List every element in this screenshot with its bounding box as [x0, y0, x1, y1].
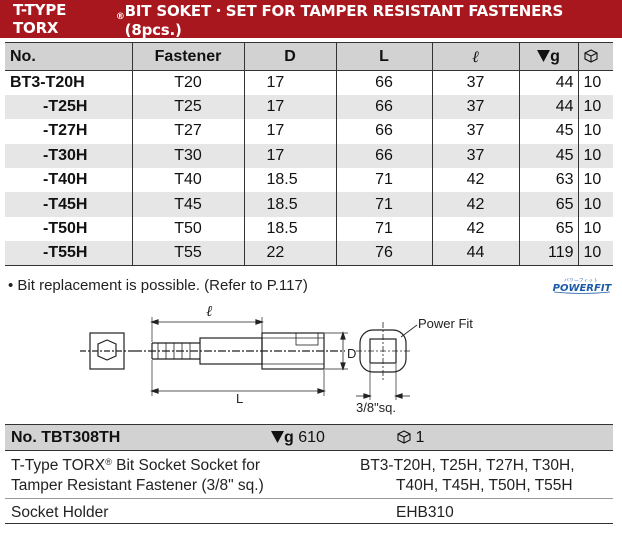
spec-header-row — [5, 43, 613, 71]
set-pack — [397, 429, 424, 447]
set-row-desc-prefix: T-Type TORX — [11, 457, 106, 474]
cell-ell: 37 — [432, 71, 519, 95]
table-row — [5, 71, 613, 95]
cell-fastener: T20 — [132, 71, 244, 95]
table-row — [5, 192, 613, 216]
title-reg: ® — [115, 12, 125, 22]
table-row — [5, 168, 613, 192]
cell-d: 22 — [244, 241, 336, 265]
set-table-bottom-border — [5, 523, 613, 524]
set-row-value-1b: T40H, T45H, T50H, T55H — [396, 477, 573, 494]
cell-weight: 119 — [519, 241, 578, 265]
cell-pack: 10 — [578, 95, 613, 119]
cell-ell: 37 — [432, 119, 519, 143]
set-weight-value: 610 — [298, 429, 325, 446]
set-row-desc-1b: Tamper Resistant Fastener (3/8" sq.) — [11, 477, 264, 494]
cell-no: -T27H — [5, 119, 132, 143]
cell-d: 17 — [244, 119, 336, 143]
cell-ell: 42 — [432, 168, 519, 192]
cell-ell: 37 — [432, 95, 519, 119]
header-pack — [578, 43, 613, 71]
cell-l: 71 — [336, 168, 432, 192]
logo-text: POWERFIT — [552, 283, 612, 294]
cell-ell: 37 — [432, 144, 519, 168]
weight-icon — [537, 50, 550, 62]
cell-no: BT3-T20H — [5, 71, 132, 95]
cell-no: -T45H — [5, 192, 132, 216]
header-weight-unit: g — [550, 47, 560, 65]
cell-fastener: T25 — [132, 95, 244, 119]
cell-l: 66 — [336, 71, 432, 95]
cell-l: 71 — [336, 192, 432, 216]
spec-table — [5, 42, 613, 266]
cell-fastener: T30 — [132, 144, 244, 168]
title-suffix: BIT SOKET・SET FOR TAMPER RESISTANT FASTENERS (8pcs.) — [124, 1, 564, 39]
cell-pack: 10 — [578, 144, 613, 168]
cell-d: 17 — [244, 95, 336, 119]
header-ell — [432, 43, 519, 71]
cell-l: 66 — [336, 95, 432, 119]
cell-fastener: T40 — [132, 168, 244, 192]
cell-weight: 45 — [519, 119, 578, 143]
set-row-desc-1a — [11, 457, 260, 475]
cell-weight: 63 — [519, 168, 578, 192]
cell-d: 18.5 — [244, 192, 336, 216]
cell-pack: 10 — [583, 171, 602, 189]
set-weight — [271, 429, 325, 447]
cell-l: 66 — [336, 119, 432, 143]
set-pack-value: 1 — [415, 429, 425, 446]
cell-d: 17 — [244, 71, 336, 95]
cell-no: -T40H — [5, 168, 132, 192]
cell-weight: 65 — [519, 192, 578, 216]
cell-pack: 10 — [578, 241, 613, 265]
set-weight-unit: g — [284, 429, 294, 446]
set-row-value-1a: BT3-T20H, T25H, T27H, T30H, — [360, 457, 575, 474]
set-row-divider — [5, 498, 613, 499]
header-fastener: Fastener — [132, 43, 244, 71]
cell-d: 18.5 — [244, 217, 336, 241]
cell-pack: 10 — [583, 73, 602, 91]
cell-ell: 44 — [432, 241, 519, 265]
cell-pack: 10 — [583, 122, 602, 140]
weight-icon — [271, 431, 284, 443]
package-icon — [584, 49, 598, 63]
logo-kana: パワーフィット — [563, 278, 599, 284]
table-row — [5, 119, 613, 143]
header-ell-label: ℓ — [472, 46, 479, 66]
table-row — [5, 217, 613, 241]
cell-weight: 44 — [519, 71, 578, 95]
set-number: No. TBT308TH — [11, 429, 121, 446]
l-label: L — [236, 391, 244, 406]
socket-diagram — [0, 300, 622, 422]
cell-pack: 10 — [578, 192, 613, 216]
power-fit-label: Power Fit — [418, 316, 473, 331]
header-weight — [519, 43, 578, 71]
title-prefix: T-TYPE TORX — [13, 1, 67, 37]
ell-label: ℓ — [206, 302, 213, 320]
cell-l: 76 — [336, 241, 432, 265]
cell-l: 71 — [336, 217, 432, 241]
set-row-desc-suffix: Bit Socket Socket for — [111, 457, 261, 474]
header-d: D — [244, 43, 336, 71]
cell-no: -T55H — [5, 241, 132, 265]
cell-no: -T25H — [5, 95, 132, 119]
cell-fastener: T55 — [132, 241, 244, 265]
table-row — [5, 95, 613, 119]
cell-weight: 44 — [519, 95, 578, 119]
page-title — [0, 0, 622, 38]
cell-fastener: T45 — [132, 192, 244, 216]
cell-d: 18.5 — [244, 168, 336, 192]
cell-no: -T30H — [5, 144, 132, 168]
cell-no: -T50H — [5, 217, 132, 241]
package-icon — [397, 430, 411, 444]
cell-ell: 42 — [432, 192, 519, 216]
cell-l: 66 — [336, 144, 432, 168]
sq-label: 3/8"sq. — [356, 400, 397, 415]
set-table-header — [5, 424, 613, 451]
cell-pack: 10 — [583, 220, 602, 238]
d-label: D — [347, 346, 357, 361]
cell-ell: 42 — [432, 217, 519, 241]
header-no: No. — [5, 43, 132, 71]
cell-d: 17 — [244, 144, 336, 168]
set-row-desc-reg: ® — [105, 457, 112, 467]
header-l: L — [336, 43, 432, 71]
set-row-value-2: EHB310 — [396, 504, 454, 521]
set-row-desc-2: Socket Holder — [11, 504, 109, 521]
table-row — [5, 144, 613, 168]
powerfit-logo — [551, 276, 613, 294]
cell-fastener: T27 — [132, 119, 244, 143]
table-row — [5, 241, 613, 265]
cell-weight: 65 — [519, 217, 578, 241]
replacement-note: • Bit replacement is possible. (Refer to P.117) — [8, 277, 308, 294]
cell-weight: 45 — [519, 144, 578, 168]
cell-fastener: T50 — [132, 217, 244, 241]
